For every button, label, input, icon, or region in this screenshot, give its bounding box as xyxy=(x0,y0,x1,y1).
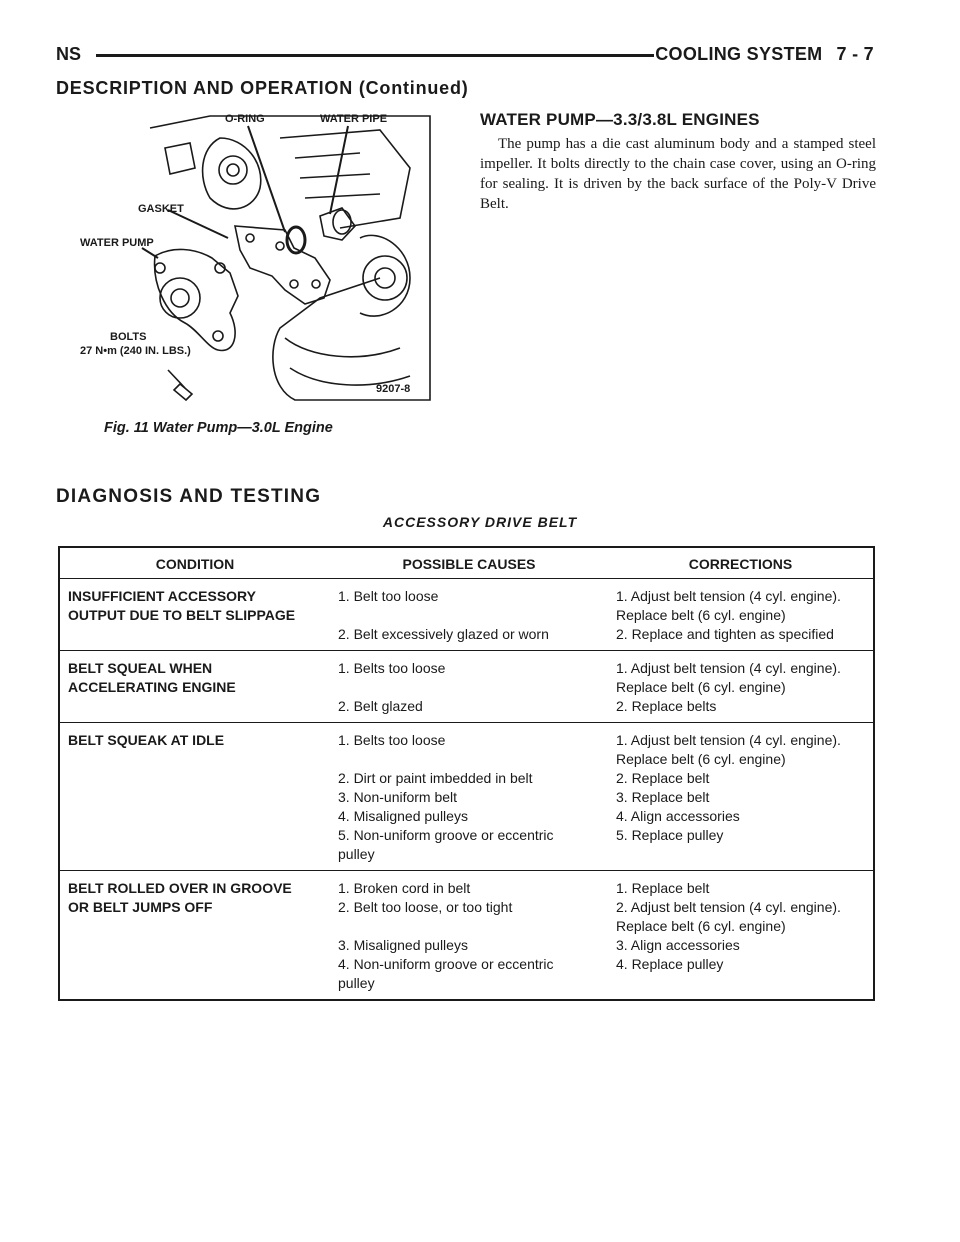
manual-code: NS xyxy=(56,44,82,64)
correction-line: 1. Adjust belt tension (4 cyl. engine). xyxy=(616,732,841,748)
corrections-cell xyxy=(608,651,874,723)
column-header-corrections: CORRECTIONS xyxy=(608,547,874,579)
causes-cell xyxy=(330,723,608,871)
correction-line: 3. Replace belt xyxy=(616,789,710,805)
correction-line: 4. Align accessories xyxy=(616,808,740,824)
correction-line: Replace belt (6 cyl. engine) xyxy=(616,918,786,934)
condition-line: ACCELERATING ENGINE xyxy=(68,679,236,695)
cause-line: 1. Broken cord in belt xyxy=(338,880,471,896)
corrections-cell xyxy=(608,871,874,1001)
water-pump-heading: WATER PUMP—3.3/3.8L ENGINES xyxy=(480,110,760,129)
water-pump-illustration xyxy=(80,108,440,426)
cause-line: 2. Dirt or paint imbedded in belt xyxy=(338,770,533,786)
condition-line: BELT ROLLED OVER IN GROOVE xyxy=(68,880,292,896)
spacer xyxy=(338,678,602,697)
condition-cell xyxy=(59,723,330,871)
correction-line: 2. Replace belts xyxy=(616,698,717,714)
label-gasket: GASKET xyxy=(138,203,184,215)
cause-line: 2. Belt too loose, or too tight xyxy=(338,899,513,915)
correction-line: 2. Replace and tighten as specified xyxy=(616,626,834,642)
correction-line: 1. Adjust belt tension (4 cyl. engine). xyxy=(616,588,841,604)
condition-line: OUTPUT DUE TO BELT SLIPPAGE xyxy=(68,607,296,623)
spacer xyxy=(338,750,602,769)
cause-line: 4. Misaligned pulleys xyxy=(338,808,468,824)
column-header-condition: CONDITION xyxy=(59,547,330,579)
header-right xyxy=(655,44,874,65)
section-heading: DESCRIPTION AND OPERATION (Continued) xyxy=(56,78,469,98)
header-rule xyxy=(96,54,654,57)
table-header-row xyxy=(59,547,874,579)
correction-line: Replace belt (6 cyl. engine) xyxy=(616,679,786,695)
figure-caption: Fig. 11 Water Pump—3.0L Engine xyxy=(104,420,333,436)
page-header xyxy=(56,44,874,70)
label-water-pipe: WATER PIPE xyxy=(320,113,388,125)
correction-line: 1. Replace belt xyxy=(616,880,710,896)
condition-line: OR BELT JUMPS OFF xyxy=(68,899,213,915)
cause-line: 4. Non-uniform groove or eccentric xyxy=(338,956,554,972)
cause-line: 1. Belts too loose xyxy=(338,732,446,748)
correction-line: Replace belt (6 cyl. engine) xyxy=(616,607,786,623)
section-name: COOLING SYSTEM xyxy=(655,44,823,64)
cause-line: 2. Belt glazed xyxy=(338,698,423,714)
condition-line: BELT SQUEAL WHEN xyxy=(68,660,213,676)
label-water-pump: WATER PUMP xyxy=(80,237,154,249)
causes-cell xyxy=(330,579,608,651)
correction-line: 2. Replace belt xyxy=(616,770,710,786)
cause-line: 3. Misaligned pulleys xyxy=(338,937,468,953)
condition-cell xyxy=(59,651,330,723)
page-number: 7 - 7 xyxy=(836,44,874,64)
cause-line: pulley xyxy=(338,846,375,862)
spacer xyxy=(338,917,602,936)
table-row xyxy=(59,871,874,1001)
label-oring: O-RING xyxy=(225,113,265,125)
label-torque: 27 N•m (240 IN. LBS.) xyxy=(80,345,191,357)
table-row xyxy=(59,651,874,723)
water-pump-paragraph: The pump has a die cast aluminum body and a stamped steel impeller. It bolts directly to the chain case cover, using an O-ring for sealing. It is driven by the back surface of the Poly-V Drive Belt. xyxy=(480,136,876,212)
correction-line: 4. Replace pulley xyxy=(616,956,724,972)
cause-line: 1. Belts too loose xyxy=(338,660,446,676)
condition-cell xyxy=(59,871,330,1001)
cause-line: 1. Belt too loose xyxy=(338,588,439,604)
condition-line: BELT SQUEAK AT IDLE xyxy=(68,732,225,748)
correction-line: Replace belt (6 cyl. engine) xyxy=(616,751,786,767)
correction-line: 5. Replace pulley xyxy=(616,827,724,843)
correction-line: 2. Adjust belt tension (4 cyl. engine). xyxy=(616,899,841,915)
column-header-causes: POSSIBLE CAUSES xyxy=(330,547,608,579)
cause-line: 3. Non-uniform belt xyxy=(338,789,458,805)
spacer xyxy=(338,606,602,625)
cause-line: 5. Non-uniform groove or eccentric xyxy=(338,827,554,843)
correction-line: 3. Align accessories xyxy=(616,937,740,953)
corrections-cell xyxy=(608,723,874,871)
table-title: ACCESSORY DRIVE BELT xyxy=(382,514,578,530)
diagnosis-table xyxy=(58,546,875,1001)
table-row xyxy=(59,579,874,651)
table-row xyxy=(59,723,874,871)
cause-line: pulley xyxy=(338,975,375,991)
corrections-cell xyxy=(608,579,874,651)
causes-cell xyxy=(330,871,608,1001)
cause-line: 2. Belt excessively glazed or worn xyxy=(338,626,549,642)
causes-cell xyxy=(330,651,608,723)
water-pump-figure xyxy=(80,108,440,426)
correction-line: 1. Adjust belt tension (4 cyl. engine). xyxy=(616,660,841,676)
condition-cell xyxy=(59,579,330,651)
condition-line: INSUFFICIENT ACCESSORY xyxy=(68,588,256,604)
label-bolts: BOLTS xyxy=(110,331,147,343)
diagnosis-heading: DIAGNOSIS AND TESTING xyxy=(56,486,322,507)
figure-id: 9207-8 xyxy=(376,383,411,395)
